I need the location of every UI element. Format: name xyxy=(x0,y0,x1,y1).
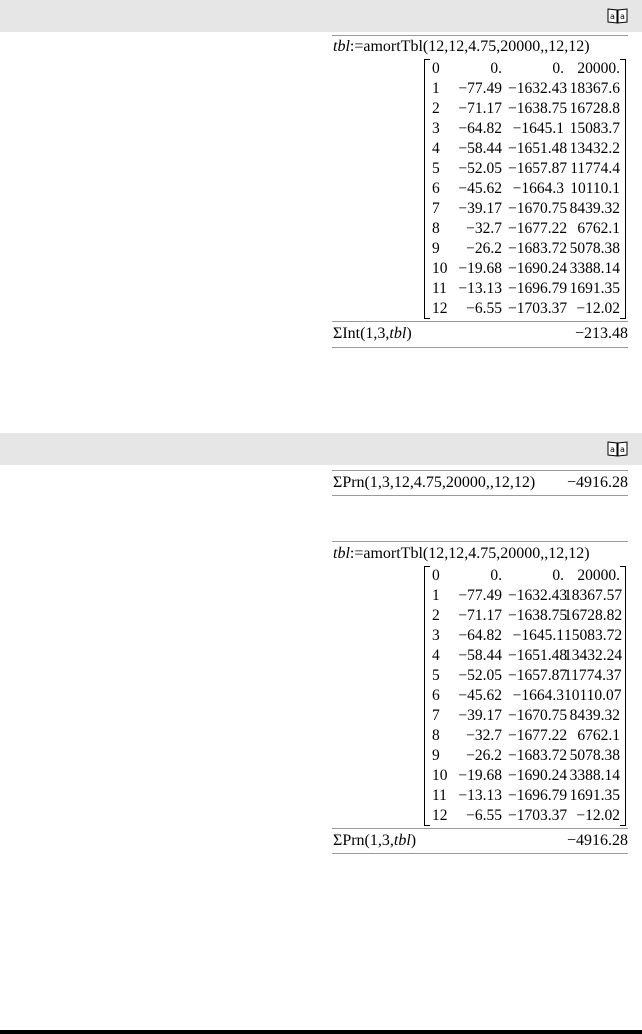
matrix-cell-value: 20000. xyxy=(577,60,620,77)
matrix-row xyxy=(424,119,626,139)
matrix-cell-value: −26.2 xyxy=(466,240,502,257)
matrix-cell-value: −1664.3 xyxy=(512,180,564,197)
sum-principal-expression: ΣPrn(1,3,12,4.75,20000,,12,12) xyxy=(333,474,536,491)
matrix-cell-value: −32.7 xyxy=(466,220,502,237)
matrix-cell-index: 5 xyxy=(432,160,440,177)
matrix-cell-value: −1664.3 xyxy=(512,687,564,704)
matrix-cell-index: 8 xyxy=(432,727,440,744)
matrix-row xyxy=(424,99,626,119)
matrix-cell-value: 16728.8 xyxy=(569,100,620,117)
entry-separator xyxy=(332,853,628,854)
matrix-cell-value: −52.05 xyxy=(458,160,502,177)
matrix-cell-value: −71.17 xyxy=(458,607,502,624)
matrix-cell-value: −58.44 xyxy=(458,140,502,157)
matrix-row xyxy=(424,666,626,686)
matrix-cell-value: −13.13 xyxy=(458,787,502,804)
matrix-cell-index: 8 xyxy=(432,220,440,237)
matrix-cell-index: 10 xyxy=(432,260,448,277)
matrix-cell-value: 20000. xyxy=(577,567,620,584)
matrix-cell-value: −1677.22 xyxy=(508,220,568,237)
matrix-cell-value: −1632.43 xyxy=(508,80,568,97)
matrix-cell-index: 4 xyxy=(432,140,440,157)
matrix-cell-value: −13.13 xyxy=(458,280,502,297)
amorttbl-expression: tbl:=amortTbl(12,12,4.75,20000,,12,12) xyxy=(333,38,590,55)
matrix-cell-value: −52.05 xyxy=(458,667,502,684)
matrix-row xyxy=(424,766,626,786)
entry-separator xyxy=(332,495,628,496)
matrix-cell-value: −39.17 xyxy=(458,707,502,724)
matrix-cell-value: 13432.24 xyxy=(564,647,623,664)
matrix-cell-value: 13432.2 xyxy=(569,140,620,157)
matrix-cell-value: −26.2 xyxy=(466,747,502,764)
matrix-cell-value: −45.62 xyxy=(458,687,502,704)
matrix-cell-value: −1670.75 xyxy=(508,200,568,217)
matrix-cell-value: 1691.35 xyxy=(569,787,620,804)
matrix-cell-index: 7 xyxy=(432,200,440,217)
matrix-cell-index: 4 xyxy=(432,647,440,664)
matrix-row xyxy=(424,219,626,239)
matrix-cell-index: 9 xyxy=(432,240,440,257)
svg-text:a: a xyxy=(620,12,625,21)
matrix-cell-value: 10110.1 xyxy=(570,180,620,197)
matrix-cell-value: 1691.35 xyxy=(569,280,620,297)
matrix-cell-value: 0. xyxy=(552,60,564,77)
matrix-cell-value: −1696.79 xyxy=(508,280,568,297)
matrix-cell-value: −1638.75 xyxy=(508,607,568,624)
sum-interest-expression: ΣInt(1,3,tbl) xyxy=(333,325,412,342)
matrix-cell-value: −1683.72 xyxy=(508,240,568,257)
matrix-cell-value: 16728.82 xyxy=(564,607,623,624)
catalog-book-icon[interactable] xyxy=(607,7,628,24)
matrix-row xyxy=(424,746,626,766)
matrix-row xyxy=(424,566,626,586)
matrix-cell-index: 12 xyxy=(432,300,448,317)
matrix-row xyxy=(424,299,626,319)
matrix-cell-index: 3 xyxy=(432,627,440,644)
matrix-row xyxy=(424,786,626,806)
matrix-row xyxy=(424,79,626,99)
matrix-cell-value: −1683.72 xyxy=(508,747,568,764)
matrix-cell-value: −1696.79 xyxy=(508,787,568,804)
matrix-cell-value: −1645.1 xyxy=(512,627,564,644)
matrix-cell-value: 15083.72 xyxy=(564,627,623,644)
matrix-row xyxy=(424,279,626,299)
matrix-cell-value: 11774.37 xyxy=(564,667,622,684)
matrix-row xyxy=(424,606,626,626)
matrix-row xyxy=(424,239,626,259)
matrix-cell-value: −1670.75 xyxy=(508,707,568,724)
matrix-row xyxy=(424,706,626,726)
matrix-cell-value: 15083.7 xyxy=(569,120,620,137)
matrix-cell-value: 18367.6 xyxy=(569,80,620,97)
matrix-cell-value: −77.49 xyxy=(458,587,502,604)
matrix-cell-value: 8439.32 xyxy=(569,200,620,217)
sum-principal-result: −4916.28 xyxy=(566,474,628,491)
matrix-cell-value: −1690.24 xyxy=(508,260,568,277)
entry-separator xyxy=(332,35,628,36)
matrix-cell-value: −1657.87 xyxy=(508,160,568,177)
matrix-cell-index: 6 xyxy=(432,687,440,704)
matrix-row xyxy=(424,259,626,279)
matrix-cell-value: 6762.1 xyxy=(577,220,620,237)
section-2-header-band xyxy=(0,433,642,465)
matrix-cell-index: 3 xyxy=(432,120,440,137)
matrix-cell-index: 11 xyxy=(432,787,447,804)
matrix-cell-value: −58.44 xyxy=(458,647,502,664)
amortization-matrix xyxy=(424,566,626,826)
matrix-cell-value: 0. xyxy=(552,567,564,584)
matrix-cell-value: −1703.37 xyxy=(508,807,568,824)
amortization-matrix xyxy=(424,59,626,319)
matrix-cell-index: 0 xyxy=(432,60,440,77)
matrix-cell-index: 1 xyxy=(432,587,440,604)
matrix-cell-value: 10110.07 xyxy=(564,687,622,704)
matrix-row xyxy=(424,806,626,826)
matrix-row xyxy=(424,159,626,179)
entry-separator xyxy=(332,470,628,471)
matrix-cell-value: −1651.48 xyxy=(508,647,568,664)
matrix-cell-value: −64.82 xyxy=(458,120,502,137)
svg-text:a: a xyxy=(610,445,615,454)
matrix-cell-index: 7 xyxy=(432,707,440,724)
matrix-cell-value: −1703.37 xyxy=(508,300,568,317)
matrix-cell-value: −1632.43 xyxy=(508,587,568,604)
svg-text:a: a xyxy=(620,445,625,454)
matrix-cell-value: −1690.24 xyxy=(508,767,568,784)
matrix-row xyxy=(424,626,626,646)
matrix-cell-index: 0 xyxy=(432,567,440,584)
matrix-cell-value: −1657.87 xyxy=(508,667,568,684)
matrix-row xyxy=(424,686,626,706)
matrix-cell-index: 1 xyxy=(432,80,440,97)
matrix-cell-index: 9 xyxy=(432,747,440,764)
matrix-row xyxy=(424,726,626,746)
matrix-cell-index: 2 xyxy=(432,607,440,624)
matrix-row xyxy=(424,586,626,606)
matrix-cell-index: 6 xyxy=(432,180,440,197)
matrix-cell-value: −19.68 xyxy=(458,260,502,277)
matrix-cell-index: 2 xyxy=(432,100,440,117)
matrix-cell-value: 0. xyxy=(490,567,502,584)
matrix-cell-value: 8439.32 xyxy=(569,707,620,724)
matrix-cell-value: 0. xyxy=(490,60,502,77)
matrix-cell-value: 3388.14 xyxy=(569,767,620,784)
matrix-cell-value: −77.49 xyxy=(458,80,502,97)
matrix-row xyxy=(424,139,626,159)
matrix-cell-index: 12 xyxy=(432,807,448,824)
matrix-cell-value: −1651.48 xyxy=(508,140,568,157)
matrix-cell-value: −32.7 xyxy=(466,727,502,744)
sum-principal-table-expression: ΣPrn(1,3,tbl) xyxy=(333,832,417,849)
matrix-row xyxy=(424,179,626,199)
matrix-cell-value: −6.55 xyxy=(466,300,502,317)
matrix-row xyxy=(424,646,626,666)
entry-separator xyxy=(332,347,628,348)
matrix-cell-value: −39.17 xyxy=(458,200,502,217)
entry-separator xyxy=(332,828,628,829)
matrix-cell-value: 5078.38 xyxy=(569,240,620,257)
matrix-cell-index: 10 xyxy=(432,767,448,784)
amorttbl-expression: tbl:=amortTbl(12,12,4.75,20000,,12,12) xyxy=(333,545,590,562)
matrix-cell-value: −1638.75 xyxy=(508,100,568,117)
matrix-cell-value: −71.17 xyxy=(458,100,502,117)
sum-interest-result: −213.48 xyxy=(574,325,628,342)
matrix-cell-value: −12.02 xyxy=(576,807,620,824)
matrix-cell-value: −19.68 xyxy=(458,767,502,784)
page-bottom-rule xyxy=(0,1030,642,1034)
section-1-header-band xyxy=(0,0,642,32)
matrix-cell-value: 3388.14 xyxy=(569,260,620,277)
matrix-cell-value: −64.82 xyxy=(458,627,502,644)
matrix-cell-value: −1677.22 xyxy=(508,727,568,744)
catalog-book-icon[interactable] xyxy=(607,440,628,457)
matrix-cell-value: 18367.57 xyxy=(564,587,623,604)
svg-text:a: a xyxy=(610,12,615,21)
matrix-cell-value: −45.62 xyxy=(458,180,502,197)
matrix-cell-value: 11774.4 xyxy=(570,160,620,177)
sum-principal-table-result: −4916.28 xyxy=(566,832,628,849)
matrix-cell-index: 5 xyxy=(432,667,440,684)
matrix-cell-index: 11 xyxy=(432,280,447,297)
matrix-cell-value: −6.55 xyxy=(466,807,502,824)
entry-separator xyxy=(332,321,628,322)
matrix-cell-value: 6762.1 xyxy=(577,727,620,744)
entry-separator xyxy=(332,541,628,542)
matrix-cell-value: −12.02 xyxy=(576,300,620,317)
matrix-row xyxy=(424,199,626,219)
matrix-cell-value: −1645.1 xyxy=(512,120,564,137)
matrix-row xyxy=(424,59,626,79)
matrix-cell-value: 5078.38 xyxy=(569,747,620,764)
